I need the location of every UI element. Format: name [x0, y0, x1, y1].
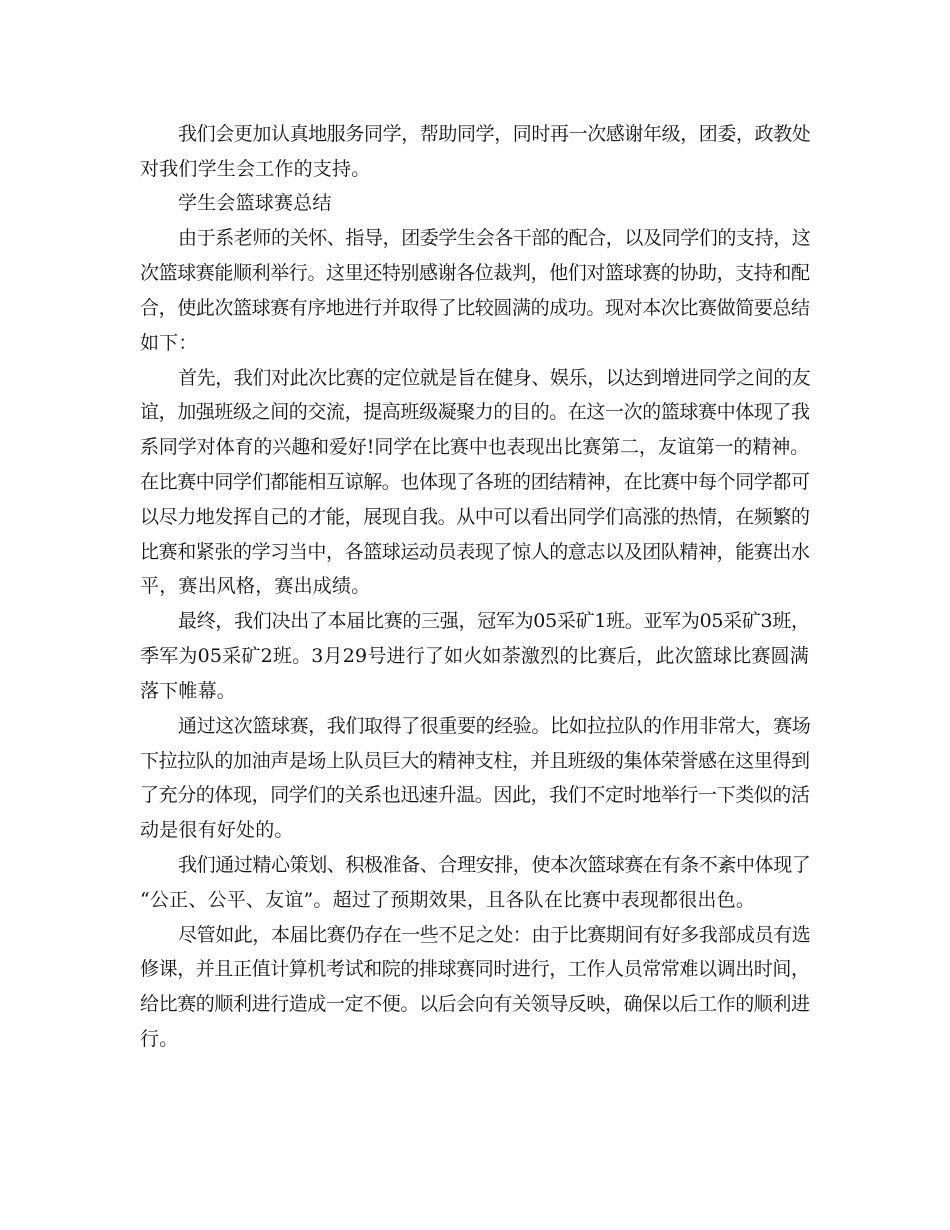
text-line: 我们通过精心策划、积极准备、合理安排，使本次篮球赛在有条不紊中体现了	[178, 854, 811, 876]
text-line: 季军为05采矿2班。3月29号进行了如火如荼激烈的比赛后，此次篮球比赛圆满	[140, 645, 809, 667]
text-line: 下拉拉队的加油声是场上队员巨大的精神支柱，并且班级的集体荣誉感在这里得到	[140, 750, 810, 772]
section-heading: 学生会篮球赛总结	[178, 192, 332, 214]
text-line: 了充分的体现，同学们的关系也迅速升温。因此，我们不定时地举行一下类似的活	[140, 784, 810, 806]
text-line: 在比赛中同学们都能相互谅解。也体现了各班的团结精神，在比赛中每个同学都可	[140, 471, 810, 493]
text-line: 系同学对体育的兴趣和爱好!同学在比赛中也表现出比赛第二，友谊第一的精神。	[140, 436, 810, 458]
text-line: 我们会更加认真地服务同学，帮助同学，同时再一次感谢年级，团委，政教处	[178, 123, 811, 145]
text-line: 合，使此次篮球赛有序地进行并取得了比较圆满的成功。现对本次比赛做简要总结	[140, 297, 810, 319]
text-line: 如下：	[140, 332, 198, 354]
text-line: 次篮球赛能顺利举行。这里还特别感谢各位裁判，他们对篮球赛的协助，支持和配	[140, 262, 810, 284]
text-line: 尽管如此，本届比赛仍存在一些不足之处：由于比赛期间有好多我部成员有选	[178, 924, 811, 946]
text-line: 对我们学生会工作的支持。	[140, 158, 371, 180]
text-line: 平，赛出风格，赛出成绩。	[140, 575, 371, 597]
text-line: 动是很有好处的。	[140, 819, 294, 841]
text-line: 修课，并且正值计算机考试和院的排球赛同时进行，工作人员常常难以调出时间，	[140, 958, 810, 980]
text-line: 落下帷幕。	[140, 680, 237, 702]
text-line: 以尽力地发挥自己的才能，展现自我。从中可以看出同学们高涨的热情，在频繁的	[140, 506, 810, 528]
text-line: 给比赛的顺利进行造成一定不便。以后会向有关领导反映，确保以后工作的顺利进	[140, 993, 810, 1015]
text-line: 谊，加强班级之间的交流，提高班级凝聚力的目的。在这一次的篮球赛中体现了我	[140, 401, 810, 423]
text-line: 通过这次篮球赛，我们取得了很重要的经验。比如拉拉队的作用非常大，赛场	[178, 715, 811, 737]
text-line: “公正、公平、友谊”。超过了预期效果，且各队在比赛中表现都很出色。	[140, 889, 756, 911]
text-line: 最终，我们决出了本届比赛的三强，冠军为05采矿1班。亚军为05采矿3班，	[178, 610, 810, 632]
text-line: 首先，我们对此次比赛的定位就是旨在健身、娱乐，以达到增进同学之间的友	[178, 367, 811, 389]
text-line: 比赛和紧张的学习当中，各篮球运动员表现了惊人的意志以及团队精神，能赛出水	[140, 541, 810, 563]
text-line: 行。	[140, 1028, 179, 1050]
text-line: 由于系老师的关怀、指导，团委学生会各干部的配合，以及同学们的支持，这	[178, 227, 811, 249]
